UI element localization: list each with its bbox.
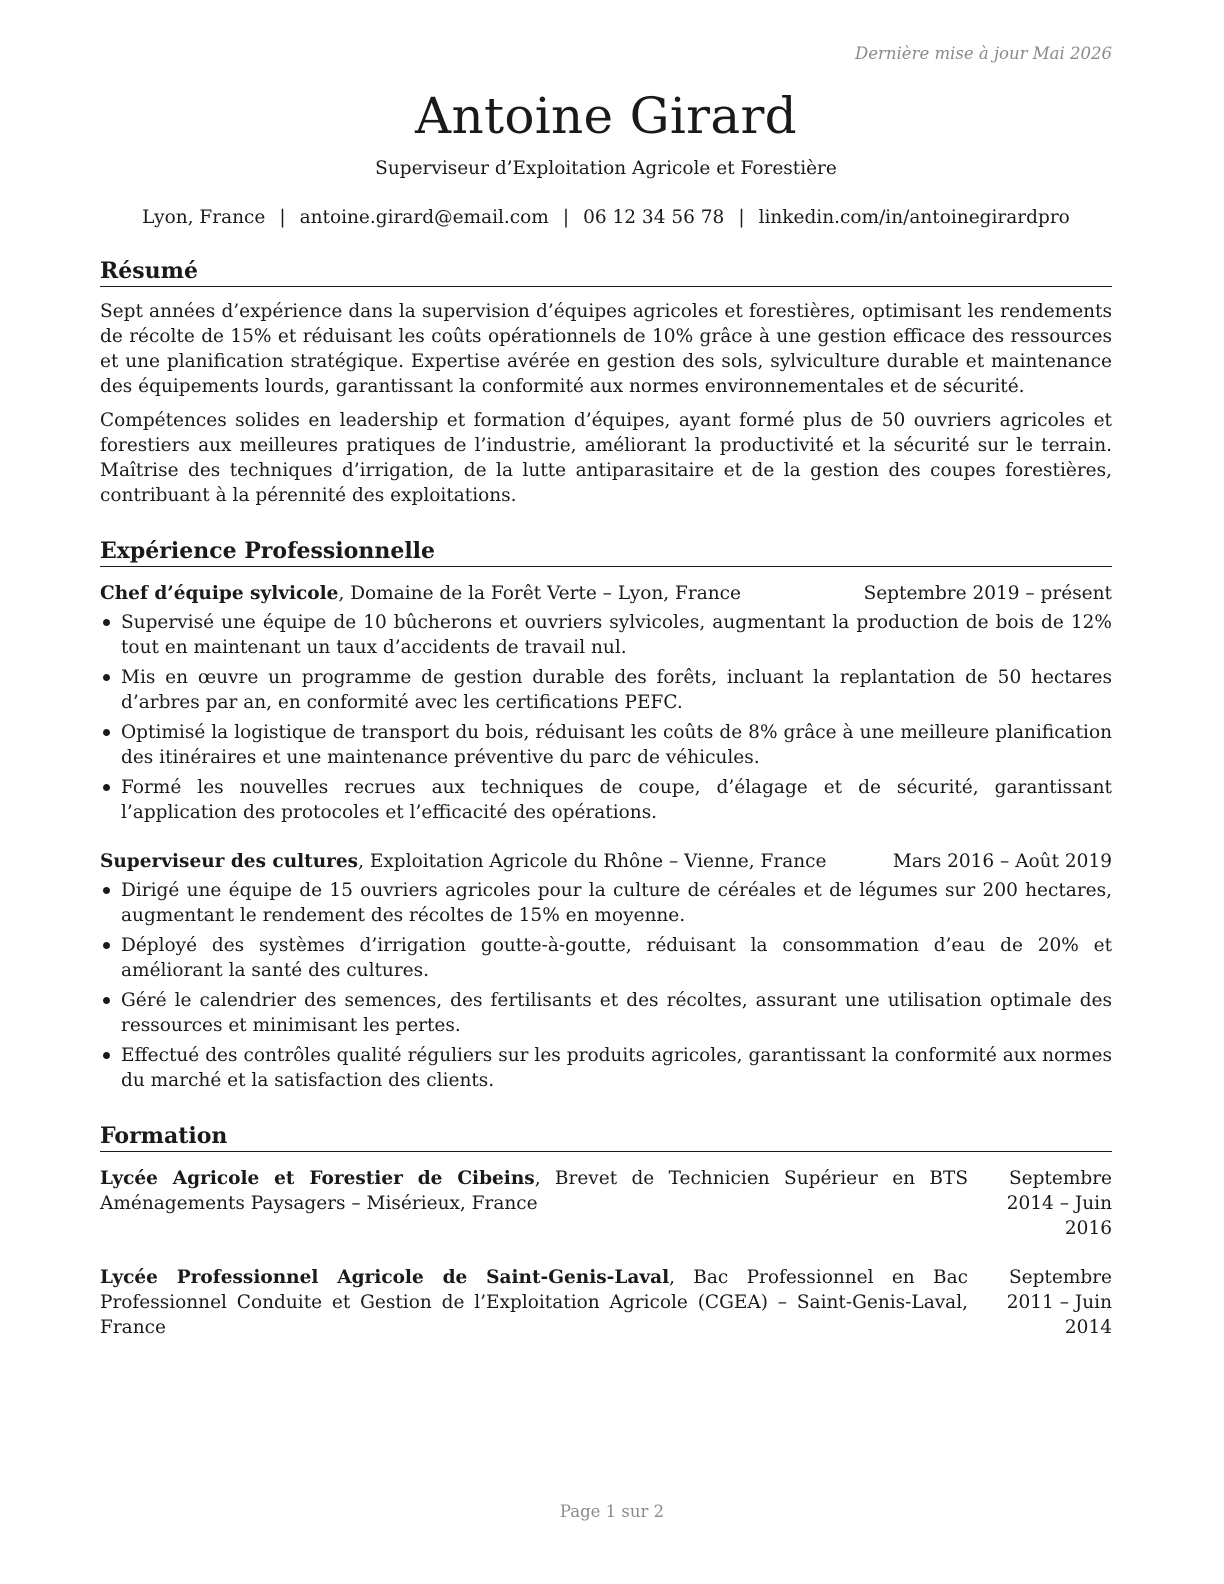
last-updated: Dernière mise à jour Mai 2026 [855,44,1112,63]
bullet-item [100,1043,1112,1093]
section-title-education: Formation [100,1123,1112,1152]
bullet-text: Géré le calendrier des semences, des fertilisants et des récoltes, assurant une utilisation optimale des ressources et minimisant les pertes. [121,990,1112,1036]
bullet-item [100,878,1112,928]
contact-separator: | [562,207,570,228]
education-school: Lycée Agricole et Forestier de Cibeins [100,1168,535,1189]
bullet-text: Formé les nouvelles recrues aux techniques de coupe, d’élagage et de sécurité, garantissant l’application des protocoles et l’efficacité des opérations. [121,777,1112,823]
job-entry [100,849,1112,1093]
job-bullets [100,878,1112,1093]
bullet-text: Mis en œuvre un programme de gestion durable des forêts, incluant la replantation de 50 hectares d’arbres par an, en conformité avec les certifications PEFC. [121,667,1112,713]
bullet-icon [103,729,110,736]
contact-email[interactable]: antoine.girard@email.com [299,207,549,228]
job-dates: Mars 2016 – Août 2019 [892,851,1112,872]
contact-location: Lyon, France [142,207,266,228]
bullet-item [100,665,1112,715]
job-role: Chef d’équipe sylvicole [100,583,339,604]
contact-line [100,207,1112,228]
bullet-text: Dirigé une équipe de 15 ouvriers agricoles pour la culture de céréales et de légumes sur 200 hectares, augmentant le rendement des récoltes de 15% en moyenne. [121,880,1112,926]
job-bullets [100,610,1112,825]
job-header [100,581,1112,606]
job-role: Superviseur des cultures [100,851,359,872]
summary-paragraph: Compétences solides en leadership et formation d’équipes, ayant formé plus de 50 ouvriers agricoles et forestiers aux meilleures pratiques de l’industrie, améliorant la productivité et la sécurité sur le terrain. Maîtrise des techniques d’irrigation, de la lutte antiparasitaire et de la gestion des coupes forestières, contribuant à la pérennité des exploitations. [100,410,1112,506]
job-title-line [100,849,826,874]
bullet-item [100,720,1112,770]
contact-separator: | [279,207,286,228]
education-description [100,1265,968,1340]
headline: Superviseur d’Exploitation Agricole et Forestière [375,158,837,179]
bullet-item [100,988,1112,1038]
contact-linkedin[interactable]: linkedin.com/in/antoinegirardpro [758,207,1070,228]
summary-paragraph: Sept années d’expérience dans la supervision d’équipes agricoles et forestières, optimisant les rendements de récolte de 15% et réduisant les coûts opérationnels de 10% grâce à une gestion efficace des ressources et une planification stratégique. Expertise avérée en gestion des sols, sylviculture durable et maintenance des équipements lourds, garantissant la conformité aux normes environnementales et de sécurité. [100,301,1112,397]
education-detail: , Brevet de Technicien Supérieur en BTS Aménagements Paysagers – Misérieux, France [100,1168,969,1214]
education-entry [100,1265,1112,1340]
education-description [100,1166,968,1241]
bullet-icon [103,619,110,626]
bullet-item [100,933,1112,983]
section-title-experience: Expérience Professionnelle [100,538,1112,567]
job-organization: , Domaine de la Forêt Verte – Lyon, France [338,583,741,604]
bullet-item [100,610,1112,660]
job-header [100,849,1112,874]
bullet-icon [103,942,110,949]
bullet-icon [103,1052,110,1059]
bullet-text: Effectué des contrôles qualité réguliers sur les produits agricoles, garantissant la conformité aux normes du marché et la satisfaction des clients. [121,1045,1112,1091]
education-dates: Septembre 2011 – Juin 2014 [1006,1267,1112,1338]
bullet-text: Déployé des systèmes d’irrigation goutte-à-goutte, réduisant la consommation d’eau de 20% et améliorant la santé des cultures. [121,935,1112,981]
job-title-line [100,581,741,606]
contact-separator: | [738,207,745,228]
contact-phone: 06 12 34 56 78 [583,207,725,228]
bullet-icon [103,674,110,681]
job-dates: Septembre 2019 – présent [863,583,1112,604]
bullet-text: Supervisé une équipe de 10 bûcherons et ouvriers sylvicoles, augmentant la production de bois de 12% tout en maintenant un taux d’accidents de travail nul. [121,612,1112,658]
bullet-text: Optimisé la logistique de transport du bois, réduisant les coûts de 8% grâce à une meilleure planification des itinéraires et une maintenance préventive du parc de véhicules. [121,722,1112,768]
page-number: Page 1 sur 2 [559,1502,665,1521]
bullet-item [100,775,1112,825]
bullet-icon [103,997,110,1004]
job-organization: , Exploitation Agricole du Rhône – Vienne, France [358,851,827,872]
candidate-name: Antoine Girard [415,87,797,145]
bullet-icon [103,887,110,894]
education-detail: , Bac Professionnel en Bac Professionnel Conduite et Gestion de l’Exploitation Agricole (CGEA) – Saint-Genis-Laval, France [100,1267,968,1338]
education-entry [100,1166,1112,1241]
bullet-icon [103,784,110,791]
education-school: Lycée Professionnel Agricole de Saint-Genis-Laval [100,1267,670,1288]
section-title-summary: Résumé [100,258,1112,287]
job-entry [100,581,1112,825]
education-dates: Septembre 2014 – Juin 2016 [1006,1168,1112,1239]
